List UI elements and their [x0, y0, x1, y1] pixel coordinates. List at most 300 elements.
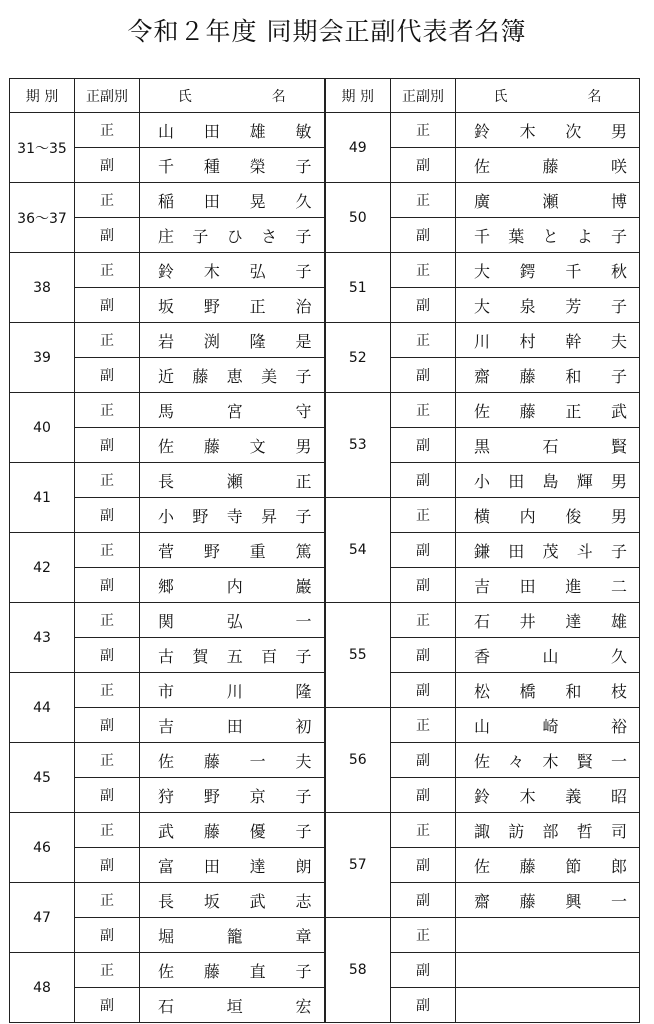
name-cell — [140, 568, 325, 603]
period-cell: 31〜35 — [10, 113, 75, 183]
period-cell: 45 — [10, 743, 75, 813]
name-char: 直 — [249, 961, 266, 981]
name-char: 木 — [542, 751, 559, 771]
name-char: 昭 — [610, 786, 627, 806]
person-name — [158, 329, 312, 352]
name-char: 弘 — [226, 611, 243, 631]
period-cell: 48 — [10, 953, 75, 1023]
name-char: 藤 — [519, 856, 536, 876]
person-name — [158, 749, 312, 772]
name-cell — [140, 778, 325, 813]
name-char: 子 — [295, 366, 312, 386]
name-cell — [140, 113, 325, 148]
name-char: 佐 — [474, 156, 491, 176]
name-char: 藤 — [542, 156, 559, 176]
name-char: 寺 — [226, 506, 243, 526]
name-char: 裕 — [610, 716, 627, 736]
name-char: 美 — [261, 366, 278, 386]
name-char: 五 — [226, 646, 243, 666]
name-cell — [456, 708, 640, 743]
person-name — [474, 294, 627, 317]
name-char: 部 — [542, 821, 559, 841]
name-char: 達 — [565, 611, 582, 631]
name-char: 葉 — [508, 226, 525, 246]
header-name-left: 氏 — [493, 88, 508, 105]
period-cell: 50 — [325, 183, 391, 253]
name-char: 馬 — [158, 401, 175, 421]
header-period: 期 別 — [10, 79, 75, 113]
name-char: 堀 — [158, 926, 175, 946]
name-char: 菅 — [158, 541, 175, 561]
name-char: 夫 — [295, 751, 312, 771]
period-cell: 49 — [325, 113, 391, 183]
role-cell: 正 — [391, 708, 456, 743]
role-cell: 正 — [391, 323, 456, 358]
person-name — [158, 434, 312, 457]
name-char: 芳 — [565, 296, 582, 316]
person-name — [474, 224, 627, 247]
name-char: 男 — [610, 506, 627, 526]
role-cell: 副 — [391, 533, 456, 568]
role-cell: 副 — [391, 288, 456, 323]
name-char: 興 — [565, 891, 582, 911]
name-cell — [140, 603, 325, 638]
person-name — [158, 784, 312, 807]
role-cell: 副 — [391, 953, 456, 988]
role-cell: 副 — [75, 218, 140, 253]
person-name — [158, 959, 312, 982]
name-char: 石 — [158, 996, 175, 1016]
name-char: 巖 — [295, 576, 312, 596]
name-cell — [140, 813, 325, 848]
person-name — [158, 854, 312, 877]
person-name — [474, 819, 627, 842]
name-char: 正 — [249, 296, 266, 316]
name-char: 俊 — [565, 506, 582, 526]
name-char: 田 — [203, 191, 220, 211]
role-cell: 副 — [75, 848, 140, 883]
period-cell: 42 — [10, 533, 75, 603]
name-char: 瀬 — [226, 471, 243, 491]
header-name-right: 名 — [587, 88, 602, 105]
name-char: 志 — [295, 891, 312, 911]
person-name — [158, 679, 312, 702]
person-name — [474, 399, 627, 422]
person-name — [474, 434, 627, 457]
name-char: 狩 — [158, 786, 175, 806]
role-cell: 副 — [391, 778, 456, 813]
name-char: 籠 — [226, 926, 243, 946]
name-char: 吉 — [474, 576, 491, 596]
name-cell — [456, 183, 640, 218]
name-cell — [456, 113, 640, 148]
header-row — [10, 79, 640, 113]
name-char: 田 — [508, 541, 525, 561]
name-char: 古 — [158, 646, 175, 666]
name-char: 山 — [474, 716, 491, 736]
name-char: 川 — [474, 331, 491, 351]
name-char: 榮 — [249, 156, 266, 176]
role-cell: 正 — [75, 743, 140, 778]
name-char: 渕 — [203, 331, 220, 351]
name-char: 佐 — [158, 436, 175, 456]
person-name — [158, 644, 312, 667]
name-char: 子 — [295, 226, 312, 246]
name-char: 隆 — [249, 331, 266, 351]
name-char: 齋 — [474, 366, 491, 386]
name-char: 市 — [158, 681, 175, 701]
name-char: 子 — [610, 296, 627, 316]
name-char: 鈴 — [474, 121, 491, 141]
name-char: 和 — [565, 366, 582, 386]
name-char: 野 — [203, 786, 220, 806]
name-char: 秋 — [610, 261, 627, 281]
name-char: 藤 — [519, 401, 536, 421]
name-char: 鎌 — [474, 541, 491, 561]
name-char: 々 — [508, 751, 525, 771]
name-cell — [140, 218, 325, 253]
name-char: 雄 — [610, 611, 627, 631]
period-cell: 54 — [325, 498, 391, 603]
name-char: 武 — [158, 821, 175, 841]
name-char: さ — [261, 226, 278, 246]
name-char: 岩 — [158, 331, 175, 351]
name-char: 優 — [249, 821, 266, 841]
person-name — [158, 924, 312, 947]
name-char: 木 — [519, 786, 536, 806]
table-row — [10, 253, 640, 288]
person-name — [158, 294, 312, 317]
name-char: 内 — [226, 576, 243, 596]
person-name — [474, 259, 627, 282]
role-cell: 副 — [391, 743, 456, 778]
role-cell: 副 — [75, 778, 140, 813]
person-name — [158, 994, 312, 1017]
name-char: 子 — [295, 261, 312, 281]
name-char: 関 — [158, 611, 175, 631]
header-name — [140, 79, 325, 113]
name-char: 藤 — [203, 821, 220, 841]
role-cell: 副 — [75, 428, 140, 463]
name-char: 朗 — [295, 856, 312, 876]
name-char: 佐 — [474, 401, 491, 421]
person-name — [158, 399, 312, 422]
table-row — [10, 498, 640, 533]
name-char: 橋 — [519, 681, 536, 701]
name-char: 佐 — [158, 961, 175, 981]
name-cell — [140, 988, 325, 1023]
header-name-left: 氏 — [177, 88, 192, 105]
role-cell: 正 — [391, 393, 456, 428]
period-cell: 51 — [325, 253, 391, 323]
person-name — [474, 854, 627, 877]
name-char: 井 — [519, 611, 536, 631]
role-cell: 副 — [391, 988, 456, 1023]
role-cell: 正 — [391, 498, 456, 533]
name-char: 久 — [610, 646, 627, 666]
name-char: 垣 — [226, 996, 243, 1016]
period-cell: 44 — [10, 673, 75, 743]
person-name — [158, 154, 312, 177]
table-row — [10, 183, 640, 218]
name-char: 司 — [610, 821, 627, 841]
name-char: 子 — [295, 506, 312, 526]
person-name — [158, 539, 312, 562]
name-char: 義 — [565, 786, 582, 806]
name-char: よ — [576, 226, 593, 246]
name-char: 訪 — [508, 821, 525, 841]
role-cell: 副 — [75, 708, 140, 743]
role-cell: 正 — [391, 183, 456, 218]
name-cell — [456, 638, 640, 673]
table-row — [10, 708, 640, 743]
period-cell: 41 — [10, 463, 75, 533]
name-cell — [140, 428, 325, 463]
name-char: 篤 — [295, 541, 312, 561]
role-cell: 正 — [391, 603, 456, 638]
name-char: 山 — [158, 121, 175, 141]
name-cell — [456, 148, 640, 183]
role-cell: 副 — [75, 148, 140, 183]
name-char: 野 — [203, 296, 220, 316]
name-char: 子 — [295, 156, 312, 176]
name-char: 田 — [203, 121, 220, 141]
name-cell — [456, 498, 640, 533]
period-cell: 43 — [10, 603, 75, 673]
name-cell — [140, 638, 325, 673]
name-char: 賀 — [192, 646, 209, 666]
header-role: 正副別 — [75, 79, 140, 113]
header-period: 期 別 — [325, 79, 391, 113]
period-cell: 55 — [325, 603, 391, 708]
person-name — [474, 574, 627, 597]
name-char: 佐 — [474, 751, 491, 771]
name-char: 佐 — [158, 751, 175, 771]
name-cell — [456, 953, 640, 988]
name-cell — [456, 848, 640, 883]
person-name — [474, 189, 627, 212]
table-row — [10, 603, 640, 638]
name-cell — [456, 743, 640, 778]
name-char: 京 — [249, 786, 266, 806]
name-char: 初 — [295, 716, 312, 736]
name-char: 鈴 — [158, 261, 175, 281]
name-char: 隆 — [295, 681, 312, 701]
name-char: 夫 — [610, 331, 627, 351]
name-cell — [456, 883, 640, 918]
table-row — [10, 918, 640, 953]
name-char: と — [542, 226, 559, 246]
name-char: 藤 — [192, 366, 209, 386]
name-char: 稲 — [158, 191, 175, 211]
name-char: 野 — [203, 541, 220, 561]
name-cell — [140, 393, 325, 428]
name-char: 千 — [565, 261, 582, 281]
role-cell: 副 — [75, 288, 140, 323]
name-char: 哲 — [576, 821, 593, 841]
role-cell: 正 — [75, 253, 140, 288]
role-cell: 正 — [75, 323, 140, 358]
person-name — [158, 819, 312, 842]
page-title: 令和２年度 同期会正副代表者名簿 — [127, 17, 527, 46]
name-char: 晃 — [249, 191, 266, 211]
name-cell — [456, 393, 640, 428]
role-cell: 副 — [391, 428, 456, 463]
name-cell — [456, 778, 640, 813]
name-char: 斗 — [576, 541, 593, 561]
name-char: 一 — [610, 891, 627, 911]
role-cell: 正 — [75, 533, 140, 568]
person-name — [158, 504, 312, 527]
name-char: 齋 — [474, 891, 491, 911]
name-cell — [140, 288, 325, 323]
name-cell — [140, 848, 325, 883]
name-char: 小 — [474, 471, 491, 491]
name-char: 弘 — [249, 261, 266, 281]
name-cell — [456, 673, 640, 708]
name-char: 郎 — [610, 856, 627, 876]
name-char: 種 — [203, 156, 220, 176]
person-name — [474, 749, 627, 772]
name-char: 藤 — [519, 366, 536, 386]
name-char: 川 — [226, 681, 243, 701]
name-char: 和 — [565, 681, 582, 701]
name-char: 野 — [192, 506, 209, 526]
person-name — [158, 889, 312, 912]
name-cell — [456, 358, 640, 393]
name-char: 子 — [295, 821, 312, 841]
name-cell — [140, 358, 325, 393]
period-cell: 39 — [10, 323, 75, 393]
name-cell — [140, 743, 325, 778]
role-cell: 副 — [391, 673, 456, 708]
role-cell: 副 — [391, 638, 456, 673]
name-char: 島 — [542, 471, 559, 491]
table-row — [10, 393, 640, 428]
name-char: 節 — [565, 856, 582, 876]
person-name — [158, 469, 312, 492]
name-char: 田 — [226, 716, 243, 736]
role-cell: 正 — [75, 673, 140, 708]
role-cell: 正 — [75, 183, 140, 218]
name-cell — [140, 183, 325, 218]
period-cell: 40 — [10, 393, 75, 463]
name-char: 坂 — [203, 891, 220, 911]
name-char: 輝 — [576, 471, 593, 491]
name-cell — [140, 953, 325, 988]
name-char: 千 — [474, 226, 491, 246]
period-cell: 57 — [325, 813, 391, 918]
person-name — [158, 119, 312, 142]
person-name — [474, 539, 627, 562]
name-char: 雄 — [249, 121, 266, 141]
name-char: 木 — [203, 261, 220, 281]
name-char: 大 — [474, 261, 491, 281]
name-cell — [140, 708, 325, 743]
name-char: 横 — [474, 506, 491, 526]
name-char: ひ — [226, 226, 243, 246]
name-char: 庄 — [158, 226, 175, 246]
name-char: 子 — [610, 541, 627, 561]
role-cell: 副 — [391, 883, 456, 918]
role-cell: 副 — [391, 568, 456, 603]
name-char: 正 — [295, 471, 312, 491]
name-char: 泉 — [519, 296, 536, 316]
name-char: 治 — [295, 296, 312, 316]
role-cell: 副 — [75, 638, 140, 673]
name-char: 千 — [158, 156, 175, 176]
name-char: 黒 — [474, 436, 491, 456]
name-char: 恵 — [226, 366, 243, 386]
name-char: 田 — [519, 576, 536, 596]
name-char: 次 — [565, 121, 582, 141]
role-cell: 正 — [391, 918, 456, 953]
period-cell: 36〜37 — [10, 183, 75, 253]
name-char: 二 — [610, 576, 627, 596]
name-char: 大 — [474, 296, 491, 316]
name-cell — [456, 218, 640, 253]
person-name — [158, 259, 312, 282]
name-char: 諏 — [474, 821, 491, 841]
name-char: 男 — [610, 121, 627, 141]
name-cell — [140, 673, 325, 708]
role-cell: 副 — [391, 148, 456, 183]
role-cell: 正 — [75, 953, 140, 988]
name-char: 長 — [158, 471, 175, 491]
person-name — [158, 714, 312, 737]
period-cell: 38 — [10, 253, 75, 323]
name-char: 鈴 — [474, 786, 491, 806]
role-cell: 副 — [391, 358, 456, 393]
name-char: 近 — [158, 366, 175, 386]
period-cell: 52 — [325, 323, 391, 393]
name-char: 文 — [249, 436, 266, 456]
table-row — [10, 113, 640, 148]
name-char: 藤 — [203, 961, 220, 981]
role-cell: 正 — [75, 603, 140, 638]
person-name — [474, 469, 627, 492]
name-char: 小 — [158, 506, 175, 526]
name-char: 村 — [519, 331, 536, 351]
name-cell — [140, 253, 325, 288]
name-char: 宮 — [226, 401, 243, 421]
role-cell: 副 — [75, 918, 140, 953]
name-char: 藤 — [203, 436, 220, 456]
name-char: 賢 — [576, 751, 593, 771]
name-char: 守 — [295, 401, 312, 421]
name-char: 昇 — [261, 506, 278, 526]
name-char: 枝 — [610, 681, 627, 701]
name-char: 香 — [474, 646, 491, 666]
name-char: 敏 — [295, 121, 312, 141]
role-cell: 副 — [391, 848, 456, 883]
name-char: 子 — [610, 226, 627, 246]
name-cell — [456, 463, 640, 498]
roster-table — [9, 78, 640, 1023]
name-cell — [140, 323, 325, 358]
role-cell: 正 — [391, 113, 456, 148]
name-char: 吉 — [158, 716, 175, 736]
name-cell — [140, 883, 325, 918]
period-cell: 58 — [325, 918, 391, 1023]
name-char: 田 — [508, 471, 525, 491]
name-char: 一 — [295, 611, 312, 631]
person-name — [158, 574, 312, 597]
person-name — [474, 714, 627, 737]
name-cell — [456, 568, 640, 603]
name-cell — [456, 918, 640, 953]
person-name — [158, 364, 312, 387]
